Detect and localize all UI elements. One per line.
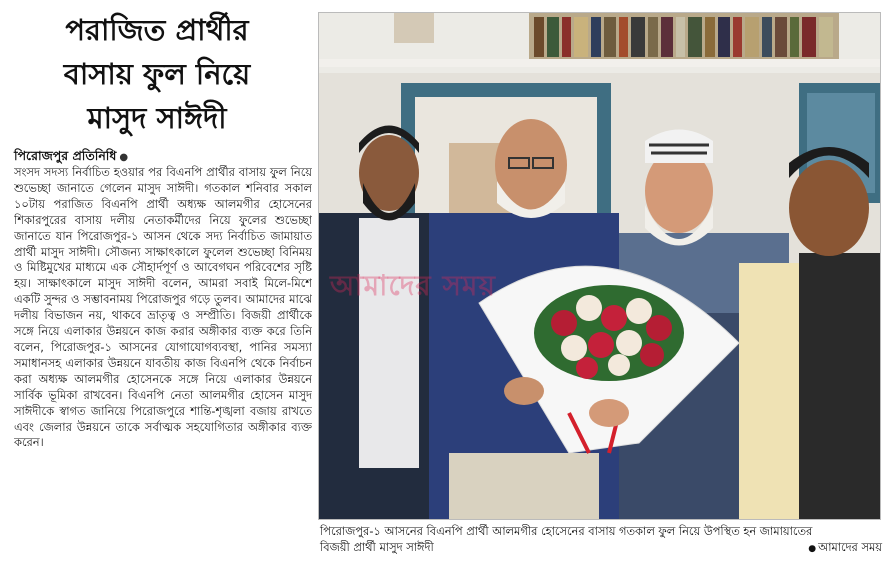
headline bbox=[8, 8, 306, 140]
photo-credit bbox=[808, 539, 882, 557]
headline-line-3: মাসুদ সাঈদী bbox=[87, 101, 227, 135]
caption-line-1: পিরোজপুর-১ আসনের বিএনপি প্রার্থী আলমগীর হোসেনের বাসায় গতকাল ফুল নিয়ে উপস্থিত হন জামায়াতের bbox=[320, 524, 813, 538]
photo-caption bbox=[320, 523, 882, 555]
photo-watermark: আমাদের সময় bbox=[330, 269, 496, 302]
credit-dot-icon: ● bbox=[808, 544, 817, 554]
photo-credit-text: আমাদের সময় bbox=[818, 540, 882, 554]
caption-line-2: বিজয়ী প্রার্থী মাসুদ সাঈদী bbox=[320, 540, 434, 554]
headline-line-1: পরাজিত প্রার্থীর bbox=[65, 13, 249, 47]
article-body: সংসদ সদস্য নির্বাচিত হওয়ার পর বিএনপি প্রার্থীর বাসায় ফুল নিয়ে শুভেচ্ছা জানাতে গেলেন মাসুদ সাঈদী। গতকাল শনিবার সকাল ১০টায় পরাজিত বিএনপি প্রার্থী অধ্যক্ষ আলমগীর হোসেনের শিকারপুরের বাসায় দলীয় নেতাকর্মীদের নিয়ে ফুলের শুভেচ্ছা জানাতে যান পিরোজপুর-১ আসন থেকে সদ্য নির্বাচিত জামায়াত প্রার্থী মাসুদ সাঈদী। সৌজন্য সাক্ষাৎকালে ফুলেল শুভেচ্ছা বিনিময় ও মিষ্টিমুখের মাধ্যমে এক সৌহার্দপূর্ণ ও আবেগঘন পরিবেশের সৃষ্টি হয়। সাক্ষাৎকালে মাসুদ সাঈদী বলেন, আমরা সবাই মিলে-মিশে একটি সুন্দর ও সম্ভাবনাময় পিরোজপুর গড়ে তুলব। আমাদের মাঝে দলীয় বিভাজন নয়, থাকবে ভ্রাতৃত্ব ও সম্প্রীতি। বিজয়ী প্রার্থীকে সঙ্গে নিয়ে এলাকার উন্নয়নে কাজ করার অঙ্গীকার ব্যক্ত করে তিনি বলেন, পিরোজপুর-১ আসনের যোগাযোগব্যবস্থা, পানির সমস্যা সমাধানসহ এলাকার উন্নয়নে যাবতীয় কাজ বিএনপি থেকে নির্বাচন করা অধ্যক্ষ আলমগীর হোসেনকে সঙ্গে নিয়ে এলাকার উন্নয়নে সার্বিক ভূমিকা রাখবেন। বিএনপি নেতা আলমগীর হোসেন মাসুদ সাঈদীকে স্বাগত জানিয়ে পিরোজপুরে শান্তি-শৃঙ্খলা বজায় রাখতে এবং জেলার উন্নয়নে তাকে সর্বাত্মক সহযোগিতার অঙ্গীকার ব্যক্ত করেন। bbox=[14, 165, 312, 450]
byline-dot-icon: ● bbox=[119, 152, 129, 163]
byline-text: পিরোজপুর প্রতিনিধি bbox=[14, 148, 117, 163]
headline-line-2: বাসায় ফুল নিয়ে bbox=[63, 57, 251, 91]
